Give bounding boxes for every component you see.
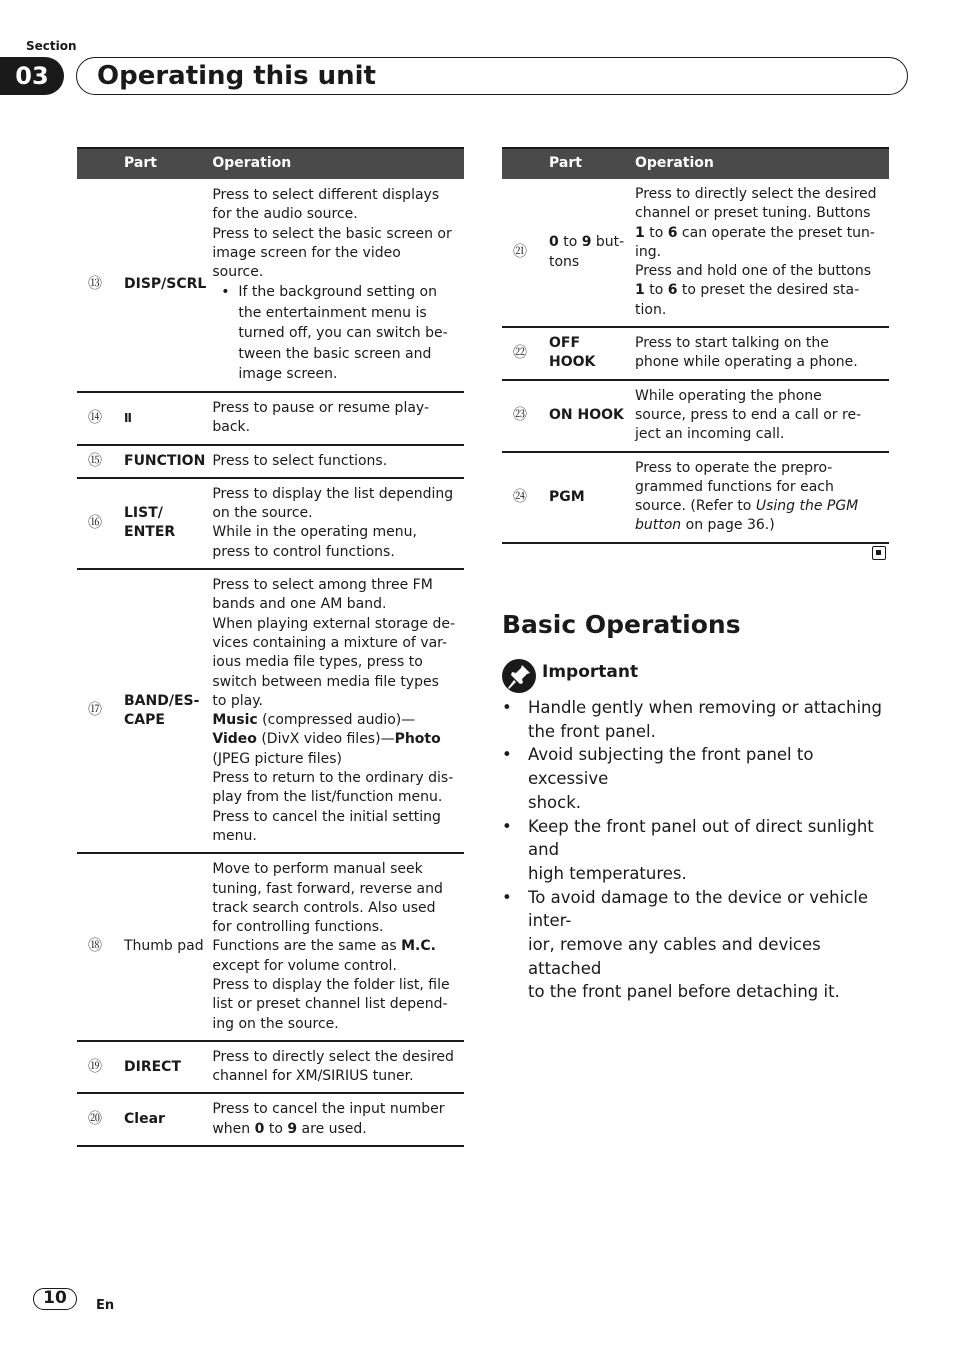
table-row: [502, 327, 889, 380]
part-name: Clear: [113, 1093, 212, 1146]
row-number: ⑬: [77, 179, 113, 392]
section-heading: Basic Operations: [502, 610, 741, 639]
part-name: OFF HOOK: [538, 327, 635, 380]
part-name: Thumb pad: [113, 853, 212, 1041]
important-pin-icon: [502, 659, 536, 693]
operation-text: Press to start talking on the phone while operating a phone.: [635, 327, 889, 380]
header-operation: Operation: [212, 148, 464, 179]
table-row: [77, 1093, 464, 1146]
table-row: [77, 392, 464, 445]
operation-text: Press to directly select the desired channel or preset tuning. Buttons 1 to 6 can operate the preset tun- ing. Press and hold one of the buttons 1 to 6 to preset the desired sta- tion.: [635, 179, 889, 327]
table-row: [77, 569, 464, 853]
operation-text: Press to select different displays for the audio source. Press to select the basic screen or image screen for the video source. • If the background setting on the entertainment menu is turned off, you can switch be- tween the basic screen and image screen.: [212, 179, 464, 392]
operation-text: While operating the phone source, press to end a call or re- ject an incoming call.: [635, 380, 889, 452]
row-number: ㉓: [502, 380, 538, 452]
row-number: ⑭: [77, 392, 113, 445]
table-row: [77, 478, 464, 569]
part-name: ON HOOK: [538, 380, 635, 452]
header-part: Part: [538, 148, 635, 179]
part-name: LIST/ ENTER: [113, 478, 212, 569]
table-row: [502, 179, 889, 327]
operation-text: Move to perform manual seek tuning, fast forward, reverse and track search controls. Also used for controlling functions. Functions are the same as M.C. except for volume control. Press to display the folder list, file list or preset channel list depend- ing on the source.: [212, 853, 464, 1041]
bullet-dot-icon: •: [502, 887, 512, 907]
row-number: ㉑: [502, 179, 538, 327]
table-row: [502, 452, 889, 543]
row-number: ⑮: [77, 445, 113, 478]
table-header-row: [502, 148, 889, 179]
important-label: Important: [542, 662, 639, 682]
table-header-row: [77, 148, 464, 179]
bullet-dot-icon: •: [502, 698, 512, 717]
bullet-dot-icon: •: [221, 284, 230, 301]
pause-icon: II: [113, 392, 212, 445]
important-list: [502, 696, 892, 1004]
section-title: Operating this unit: [76, 57, 908, 95]
part-name: DISP/SCRL: [113, 179, 212, 392]
operation-text: Press to directly select the desired channel for XM/SIRIUS tuner.: [212, 1041, 464, 1094]
list-item: • Avoid subjecting the front panel to excessive shock.: [502, 743, 892, 814]
header-operation: Operation: [635, 148, 889, 179]
row-number: ⑳: [77, 1093, 113, 1146]
row-number: ⑯: [77, 478, 113, 569]
bullet-dot-icon: •: [502, 816, 512, 836]
operation-text: Press to select among three FM bands and one AM band. When playing external storage de- vices containing a mixture of var- ious media file types, press to switch between media file types to play. Music (compressed audio)— Video (DivX video files)—Photo (JPEG picture files) Press to return to the ordinary dis- play from the list/function menu. Press to cancel the initial setting menu.: [212, 569, 464, 853]
operation-text: Press to operate the prepro- grammed functions for each source. (Refer to Using the PGM button on page 36.): [635, 452, 889, 543]
parts-table-right: [502, 147, 889, 544]
list-item: • Handle gently when removing or attaching the front panel.: [502, 696, 892, 743]
part-name: BAND/ES- CAPE: [113, 569, 212, 853]
operation-bullet: • If the background setting on the entertainment menu is turned off, you can switch be- tween the basic screen and image screen.: [212, 282, 456, 385]
parts-table-left: [77, 147, 464, 1147]
table-row: [77, 179, 464, 392]
operation-text: Press to display the list depending on the source. While in the operating menu, press to control functions.: [212, 478, 464, 569]
section-number-badge: 03: [0, 57, 64, 95]
end-of-section-icon: [872, 546, 886, 560]
page-number: 10: [33, 1288, 77, 1310]
table-row: [77, 853, 464, 1041]
section-label: Section: [26, 39, 77, 53]
row-number: ㉒: [502, 327, 538, 380]
operation-text: Press to pause or resume play- back.: [212, 392, 464, 445]
table-row: [77, 445, 464, 478]
row-number: ㉔: [502, 452, 538, 543]
row-number: ⑲: [77, 1041, 113, 1094]
header-part: Part: [113, 148, 212, 179]
part-name: PGM: [538, 452, 635, 543]
table-row: [502, 380, 889, 452]
part-name: 0 to 9 but- tons: [538, 179, 635, 327]
operation-text: Press to cancel the input number when 0 to 9 are used.: [212, 1093, 464, 1146]
part-name: DIRECT: [113, 1041, 212, 1094]
operation-text: Press to select functions.: [212, 445, 464, 478]
table-row: [77, 1041, 464, 1094]
row-number: ⑱: [77, 853, 113, 1041]
list-item: • Keep the front panel out of direct sunlight and high temperatures.: [502, 815, 892, 886]
bullet-dot-icon: •: [502, 745, 512, 765]
language-code: En: [96, 1298, 115, 1313]
part-name: FUNCTION: [113, 445, 212, 478]
row-number: ⑰: [77, 569, 113, 853]
list-item: • To avoid damage to the device or vehicle inter- ior, remove any cables and devices attached to the front panel before detaching it.: [502, 886, 892, 1005]
